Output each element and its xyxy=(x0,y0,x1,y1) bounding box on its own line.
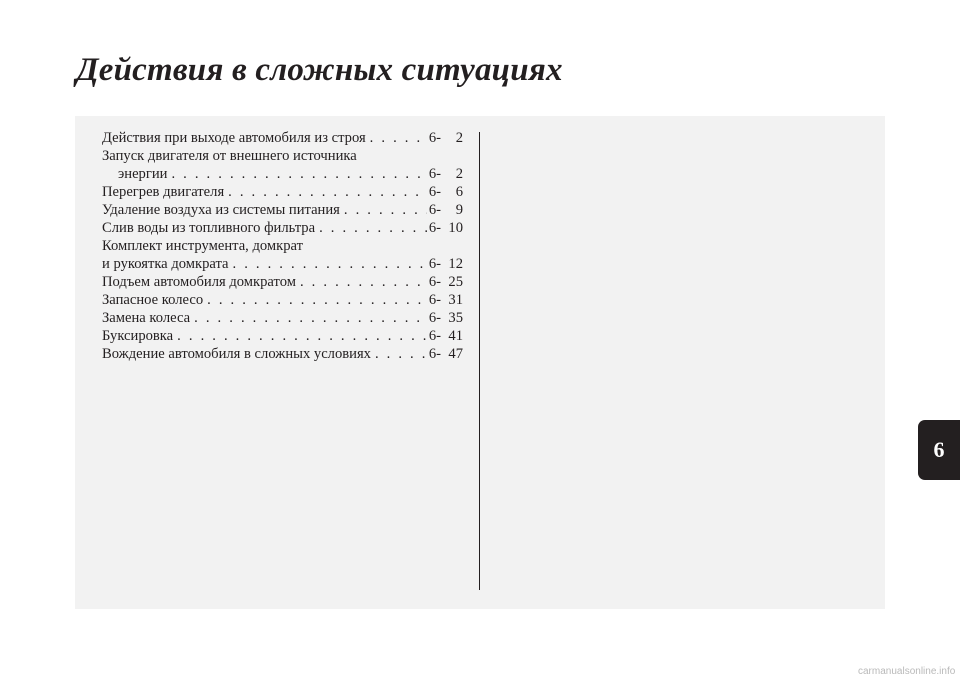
toc-page-number: 31 xyxy=(448,292,463,308)
dot-leader xyxy=(207,291,427,309)
toc-entry-towing[interactable] xyxy=(102,327,463,345)
toc-entry-label: Слив воды из топливного фильтра xyxy=(102,220,316,236)
toc-page-number: 35 xyxy=(448,310,463,326)
toc-page-number: 2 xyxy=(455,130,463,146)
dot-leader xyxy=(228,183,427,201)
dot-leader xyxy=(177,327,427,345)
toc-entry-wheel-change[interactable] xyxy=(102,309,463,327)
toc-entry-jump-start-line1[interactable] xyxy=(102,147,463,165)
toc-page-number: 41 xyxy=(448,328,463,344)
toc-entry-tool-kit-line2[interactable] xyxy=(102,255,463,273)
toc-entry-label: Действия при выходе автомобиля из строя xyxy=(102,130,366,146)
toc-entry-label: Перегрев двигателя xyxy=(102,184,225,200)
dot-leader xyxy=(375,345,427,363)
dot-leader xyxy=(171,165,426,183)
toc-page-number: 10 xyxy=(448,220,463,236)
toc-page-number: 6 xyxy=(455,184,463,200)
toc-chapter-prefix: 6- xyxy=(428,328,441,344)
toc-entry-label: Замена колеса xyxy=(102,310,191,326)
toc-chapter-prefix: 6- xyxy=(428,184,441,200)
toc-entry-tool-kit-line1[interactable] xyxy=(102,237,463,255)
page-title: Действия в сложных ситуациях xyxy=(76,52,563,88)
column-divider xyxy=(479,132,480,590)
dot-leader xyxy=(300,273,427,291)
toc-entry-air-bleeding[interactable] xyxy=(102,201,463,219)
toc-entry-label: энергии xyxy=(118,166,168,182)
toc-entry-spare-wheel[interactable] xyxy=(102,291,463,309)
watermark: carmanualsonline.info xyxy=(858,666,956,677)
toc-entry-overheating[interactable] xyxy=(102,183,463,201)
toc-chapter-prefix: 6- xyxy=(428,130,441,146)
toc-chapter-prefix: 6- xyxy=(428,292,441,308)
toc-entry-breakdown[interactable] xyxy=(102,129,463,147)
toc-chapter-prefix: 6- xyxy=(428,310,441,326)
toc-chapter-prefix: 6- xyxy=(428,166,441,182)
dot-leader xyxy=(194,309,427,327)
toc-entry-label: Запуск двигателя от внешнего источника xyxy=(102,148,357,164)
toc-entry-jump-start-line2[interactable] xyxy=(102,165,463,183)
toc-page-number: 25 xyxy=(448,274,463,290)
toc-entry-jacking[interactable] xyxy=(102,273,463,291)
toc-page-number: 2 xyxy=(455,166,463,182)
toc-entry-label: Буксировка xyxy=(102,328,174,344)
toc-entry-difficult-driving[interactable] xyxy=(102,345,463,363)
dot-leader xyxy=(344,201,427,219)
toc-entry-label: Удаление воздуха из системы питания xyxy=(102,202,340,218)
toc-chapter-prefix: 6- xyxy=(428,346,441,362)
toc-chapter-prefix: 6- xyxy=(428,202,441,218)
table-of-contents xyxy=(102,129,463,363)
toc-entry-fuel-filter[interactable] xyxy=(102,219,463,237)
toc-entry-label: Подъем автомобиля домкратом xyxy=(102,274,296,290)
toc-page-number: 9 xyxy=(455,202,463,218)
dot-leader xyxy=(319,219,427,237)
toc-chapter-prefix: 6- xyxy=(428,256,441,272)
toc-entry-label: Запасное колесо xyxy=(102,292,204,308)
dot-leader xyxy=(233,255,427,273)
toc-entry-label: Комплект инструмента, домкрат xyxy=(102,238,304,254)
dot-leader xyxy=(370,129,427,147)
toc-entry-label: и рукоятка домкрата xyxy=(102,256,229,272)
toc-entry-label: Вождение автомобиля в сложных условиях xyxy=(102,346,371,362)
toc-page-number: 47 xyxy=(448,346,463,362)
toc-chapter-prefix: 6- xyxy=(428,220,441,236)
toc-chapter-prefix: 6- xyxy=(428,274,441,290)
chapter-tab[interactable]: 6 xyxy=(918,420,960,480)
toc-page-number: 12 xyxy=(448,256,463,272)
